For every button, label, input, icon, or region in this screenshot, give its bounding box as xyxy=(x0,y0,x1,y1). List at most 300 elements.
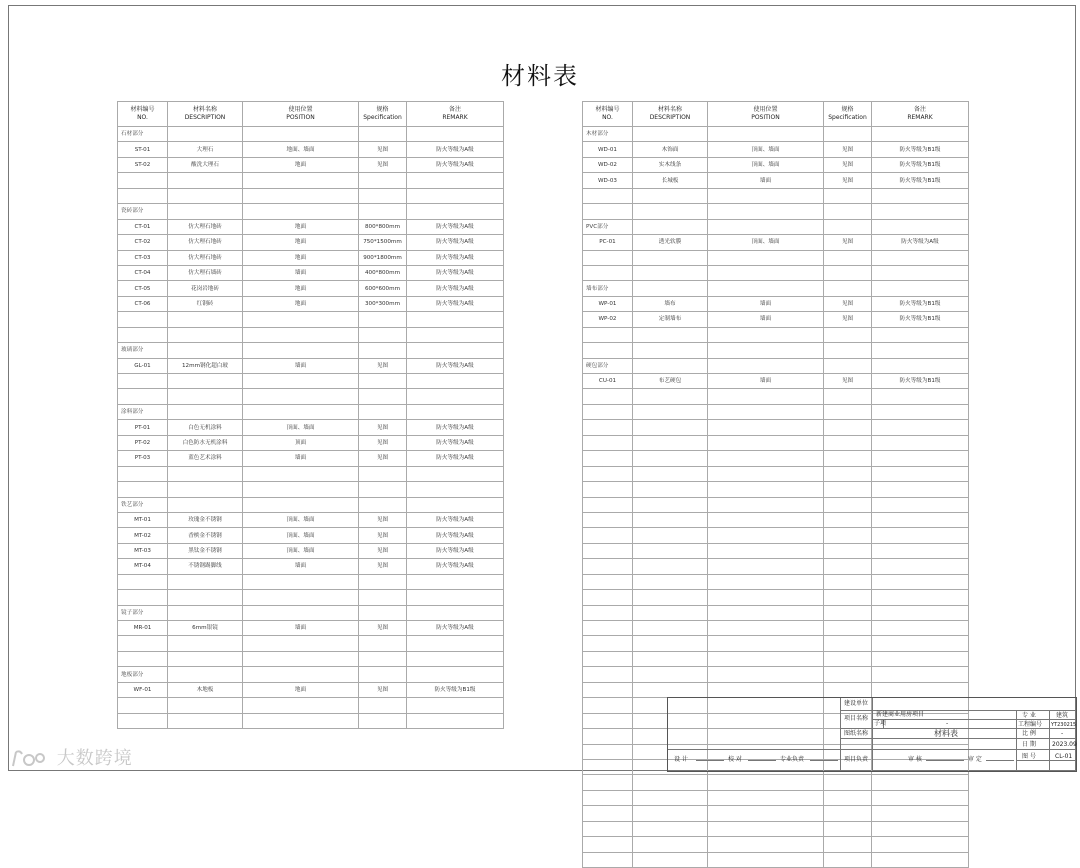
watermark-text: 大数跨境 xyxy=(56,748,133,769)
cell xyxy=(168,127,243,142)
watermark xyxy=(10,744,133,770)
proj-no-value: YT230215 xyxy=(1051,722,1077,728)
cell-name: 透光软膜 xyxy=(633,235,708,250)
empty-row xyxy=(118,466,504,481)
table-row xyxy=(118,451,504,466)
cell-remark xyxy=(872,265,969,280)
cell-name xyxy=(168,312,243,327)
cell xyxy=(407,204,504,219)
cell-remark xyxy=(407,636,504,651)
cell-code xyxy=(583,775,633,790)
cell-spec: 见图 xyxy=(824,374,872,389)
cell-remark xyxy=(872,651,969,666)
cell-code: WP-01 xyxy=(583,296,633,311)
cell-name xyxy=(633,667,708,682)
cell-position xyxy=(708,528,824,543)
cell-code xyxy=(118,374,168,389)
cell-position: 墙面 xyxy=(243,358,359,373)
section-row xyxy=(118,404,504,419)
cell-name: 不锈钢踢脚线 xyxy=(168,559,243,574)
table-row xyxy=(583,312,969,327)
cell-spec: 见图 xyxy=(824,235,872,250)
cell-name xyxy=(633,466,708,481)
cell-code xyxy=(118,188,168,203)
cell-spec: 800*800mm xyxy=(359,219,407,234)
cell-code xyxy=(583,188,633,203)
cell-spec xyxy=(824,790,872,805)
cell-code xyxy=(583,759,633,774)
cell-spec xyxy=(824,482,872,497)
cell-code: MT-02 xyxy=(118,528,168,543)
spec-lead-label: 专业负责 xyxy=(780,756,805,763)
cell-position xyxy=(708,775,824,790)
cell-name xyxy=(633,559,708,574)
cell-remark xyxy=(872,821,969,836)
cell-remark: 防火等级为B1级 xyxy=(872,296,969,311)
cell-position: 墙面 xyxy=(243,621,359,636)
cell-name xyxy=(168,374,243,389)
empty-row xyxy=(583,204,969,219)
cell-name xyxy=(633,435,708,450)
cell-code xyxy=(583,682,633,697)
cell xyxy=(708,219,824,234)
cell-code xyxy=(118,327,168,342)
cell-remark xyxy=(407,173,504,188)
cell-code: WD-03 xyxy=(583,173,633,188)
cell-code xyxy=(583,837,633,852)
cell-remark: 防火等级为A级 xyxy=(407,528,504,543)
cell-remark: 防火等级为A级 xyxy=(407,265,504,280)
cell-spec: 300*300mm xyxy=(359,296,407,311)
cell-remark xyxy=(872,188,969,203)
cell xyxy=(359,343,407,358)
cell-position xyxy=(708,559,824,574)
cell-remark xyxy=(407,389,504,404)
project-name: 新建商业用房项目 xyxy=(876,711,925,718)
cell-name: 香槟金不锈钢 xyxy=(168,528,243,543)
cell-spec xyxy=(359,651,407,666)
empty-row xyxy=(583,497,969,512)
cell-position xyxy=(708,837,824,852)
cell-name xyxy=(633,775,708,790)
title-block xyxy=(667,697,1077,772)
cell-name xyxy=(633,204,708,219)
cell-spec xyxy=(824,806,872,821)
empty-row xyxy=(583,682,969,697)
empty-row xyxy=(583,651,969,666)
cell-name: 仿大理石地砖 xyxy=(168,219,243,234)
cell-code xyxy=(583,250,633,265)
cell-name xyxy=(633,806,708,821)
cell-code: CT-06 xyxy=(118,296,168,311)
empty-row xyxy=(583,636,969,651)
cell-position xyxy=(708,327,824,342)
sub-label: 子项 xyxy=(874,720,887,727)
cell-position xyxy=(243,173,359,188)
cell-spec xyxy=(359,389,407,404)
cell-remark xyxy=(407,188,504,203)
cell-position: 墙面 xyxy=(708,173,824,188)
cell-remark xyxy=(872,837,969,852)
cell-spec xyxy=(824,343,872,358)
empty-row xyxy=(118,374,504,389)
table-row xyxy=(118,559,504,574)
cell-code: ST-02 xyxy=(118,157,168,172)
cell-code xyxy=(583,482,633,497)
cell-position xyxy=(708,188,824,203)
cell xyxy=(872,281,969,296)
owner-label: 建设单位 xyxy=(844,700,869,707)
cell-name: 蓝色艺术涂料 xyxy=(168,451,243,466)
cell-position xyxy=(243,312,359,327)
cell-name: 木饰面 xyxy=(633,142,708,157)
cell-code: MT-03 xyxy=(118,543,168,558)
cell-spec xyxy=(359,574,407,589)
cell-name xyxy=(633,543,708,558)
cell-code xyxy=(583,204,633,219)
cell-name: 黑钛金不锈钢 xyxy=(168,543,243,558)
cell xyxy=(407,127,504,142)
empty-row xyxy=(583,667,969,682)
approve-label: 审 定 xyxy=(968,756,982,763)
cell-name: 长城板 xyxy=(633,173,708,188)
cell xyxy=(243,127,359,142)
cell-position: 顶面、墙面 xyxy=(243,512,359,527)
cell-position xyxy=(708,250,824,265)
cell-spec xyxy=(824,682,872,697)
cell-spec xyxy=(824,667,872,682)
cell-spec xyxy=(824,204,872,219)
cell-remark: 防火等级为A级 xyxy=(407,621,504,636)
cell-code xyxy=(583,404,633,419)
cell-remark xyxy=(407,374,504,389)
header-spec: 规格 Specification xyxy=(359,102,407,127)
cell-name xyxy=(633,621,708,636)
cell-name: 仿大理石墙砖 xyxy=(168,265,243,280)
cell xyxy=(708,281,824,296)
cell-name: 仿大理石地砖 xyxy=(168,235,243,250)
cell-position xyxy=(243,636,359,651)
cell-position: 地面、墙面 xyxy=(243,142,359,157)
cell xyxy=(824,219,872,234)
cell-spec: 见图 xyxy=(359,451,407,466)
empty-row xyxy=(583,482,969,497)
cell-remark: 防火等级为A级 xyxy=(407,543,504,558)
cell-code xyxy=(583,821,633,836)
cell-position xyxy=(708,204,824,219)
cell-remark xyxy=(407,698,504,713)
cell xyxy=(243,343,359,358)
cell-position xyxy=(708,420,824,435)
cell-position: 地面 xyxy=(243,157,359,172)
cell-name xyxy=(633,512,708,527)
empty-row xyxy=(583,852,969,867)
table-row xyxy=(118,543,504,558)
cell-code xyxy=(583,713,633,728)
empty-row xyxy=(118,713,504,728)
cell-code xyxy=(583,806,633,821)
cell-position xyxy=(243,389,359,404)
cell-name xyxy=(633,651,708,666)
cell xyxy=(243,404,359,419)
cell-spec xyxy=(824,543,872,558)
scale-label: 比 例 xyxy=(1022,730,1036,737)
cell-spec: 见图 xyxy=(824,142,872,157)
table-row xyxy=(118,235,504,250)
cell-spec xyxy=(824,512,872,527)
cell-name: 酸洗大理石 xyxy=(168,157,243,172)
cell-remark: 防火等级为A级 xyxy=(407,281,504,296)
cell-code xyxy=(583,590,633,605)
cell-name xyxy=(168,173,243,188)
cell-name xyxy=(168,188,243,203)
cell xyxy=(359,605,407,620)
cell xyxy=(168,497,243,512)
cell-name xyxy=(633,605,708,620)
empty-row xyxy=(583,590,969,605)
cell-name xyxy=(633,590,708,605)
cell-remark xyxy=(872,806,969,821)
cell-spec: 见图 xyxy=(359,621,407,636)
cell-remark: 防火等级为B1级 xyxy=(872,157,969,172)
cell-code: ST-01 xyxy=(118,142,168,157)
cell xyxy=(168,204,243,219)
section-label: 瓷砖部分 xyxy=(118,204,168,219)
cell-code: WF-01 xyxy=(118,682,168,697)
cell-name xyxy=(633,250,708,265)
cell-remark xyxy=(407,574,504,589)
empty-row xyxy=(583,389,969,404)
cell-code xyxy=(583,327,633,342)
cell-spec xyxy=(824,420,872,435)
material-table-left xyxy=(117,101,504,729)
cell-code xyxy=(583,512,633,527)
cell-name: 墙布 xyxy=(633,296,708,311)
empty-row xyxy=(583,605,969,620)
project-label: 项目名称 xyxy=(844,715,869,722)
cell-position xyxy=(708,435,824,450)
cell-spec xyxy=(824,559,872,574)
cell-code xyxy=(118,482,168,497)
cell xyxy=(407,605,504,620)
cell-remark xyxy=(872,775,969,790)
cell-spec xyxy=(824,636,872,651)
cell-code xyxy=(583,497,633,512)
cell-name: 布艺硬包 xyxy=(633,374,708,389)
cell-remark: 防火等级为B1级 xyxy=(407,682,504,697)
empty-row xyxy=(583,466,969,481)
cell-position xyxy=(708,651,824,666)
cell xyxy=(243,497,359,512)
cell-name xyxy=(168,466,243,481)
proj-lead-label: 项目负责 xyxy=(844,756,869,763)
header-code: 材料编号 NO. xyxy=(118,102,168,127)
cell-code: GL-01 xyxy=(118,358,168,373)
cell-name xyxy=(633,528,708,543)
cell-spec xyxy=(824,250,872,265)
cell-position xyxy=(243,698,359,713)
cell-remark xyxy=(407,590,504,605)
section-row xyxy=(583,281,969,296)
cell-remark xyxy=(872,404,969,419)
cell-position xyxy=(708,682,824,697)
cell-remark: 防火等级为B1级 xyxy=(872,142,969,157)
empty-row xyxy=(118,188,504,203)
cell-code xyxy=(118,651,168,666)
cell-remark: 防火等级为A级 xyxy=(407,512,504,527)
empty-row xyxy=(583,420,969,435)
cell-code: WP-02 xyxy=(583,312,633,327)
cell-spec: 见图 xyxy=(359,358,407,373)
cell-remark xyxy=(872,852,969,867)
cell-remark xyxy=(872,574,969,589)
cell-remark xyxy=(872,559,969,574)
empty-row xyxy=(118,482,504,497)
cell-code: CT-03 xyxy=(118,250,168,265)
section-label: 镜子部分 xyxy=(118,605,168,620)
cell-remark xyxy=(407,713,504,728)
section-label: 玻璃部分 xyxy=(118,343,168,358)
table-row xyxy=(118,250,504,265)
cell-name xyxy=(633,497,708,512)
cell-name: 定制墙布 xyxy=(633,312,708,327)
cell-code: PT-03 xyxy=(118,451,168,466)
cell-position: 墙面 xyxy=(708,374,824,389)
cell-remark xyxy=(872,451,969,466)
empty-row xyxy=(583,265,969,280)
cell-position: 顶面、墙面 xyxy=(708,157,824,172)
table-row xyxy=(118,157,504,172)
cell xyxy=(872,127,969,142)
table-row xyxy=(118,420,504,435)
cell-remark xyxy=(872,667,969,682)
table-row xyxy=(118,621,504,636)
cell-remark: 防火等级为B1级 xyxy=(872,173,969,188)
cell-position: 墙面 xyxy=(243,265,359,280)
header-position: 使用位置 POSITION xyxy=(708,102,824,127)
cell-position xyxy=(708,451,824,466)
cell-spec: 900*1800mm xyxy=(359,250,407,265)
empty-row xyxy=(118,698,504,713)
table-row xyxy=(118,281,504,296)
cell-position xyxy=(708,512,824,527)
cell-spec: 600*600mm xyxy=(359,281,407,296)
cell xyxy=(243,667,359,682)
table-row xyxy=(118,142,504,157)
empty-row xyxy=(583,512,969,527)
cell-position xyxy=(708,852,824,867)
cell-code xyxy=(583,420,633,435)
date-label: 日 期 xyxy=(1022,741,1036,748)
table-row xyxy=(118,219,504,234)
cell-code xyxy=(583,636,633,651)
empty-row xyxy=(118,651,504,666)
cell-remark xyxy=(872,482,969,497)
cell-position: 顶面、墙面 xyxy=(708,142,824,157)
cell-remark: 防火等级为A级 xyxy=(407,219,504,234)
cell xyxy=(168,605,243,620)
cell-remark xyxy=(872,204,969,219)
cell-code xyxy=(583,435,633,450)
drawing-name: 材料表 xyxy=(934,729,958,738)
cell-spec xyxy=(359,312,407,327)
section-label: 地板部分 xyxy=(118,667,168,682)
cell-code: CU-01 xyxy=(583,374,633,389)
cell-spec xyxy=(359,698,407,713)
cell-spec xyxy=(824,466,872,481)
cell-remark xyxy=(872,343,969,358)
cell-code xyxy=(118,312,168,327)
empty-row xyxy=(583,188,969,203)
cell-code xyxy=(583,451,633,466)
cell-spec xyxy=(824,188,872,203)
cell-position xyxy=(243,188,359,203)
cell-remark: 防火等级为A级 xyxy=(407,451,504,466)
cell-code xyxy=(118,389,168,404)
cell-code xyxy=(118,173,168,188)
cell-remark: 防火等级为B1级 xyxy=(872,374,969,389)
cell-remark: 防火等级为A级 xyxy=(407,435,504,450)
cell-position xyxy=(708,790,824,805)
cell xyxy=(407,404,504,419)
cell xyxy=(407,667,504,682)
cell-spec xyxy=(824,497,872,512)
cell-name xyxy=(633,821,708,836)
table-row xyxy=(583,173,969,188)
cell-name xyxy=(168,482,243,497)
cell-remark xyxy=(407,651,504,666)
cell-position xyxy=(243,590,359,605)
cell xyxy=(168,404,243,419)
cell-name xyxy=(633,852,708,867)
cell-spec xyxy=(824,451,872,466)
section-row xyxy=(118,204,504,219)
cell-position xyxy=(708,404,824,419)
cell-position xyxy=(708,482,824,497)
section-label: 硬包部分 xyxy=(583,358,633,373)
empty-row xyxy=(583,404,969,419)
major-value: 建筑 xyxy=(1056,712,1069,719)
cell-remark xyxy=(407,327,504,342)
cell-remark xyxy=(407,466,504,481)
cell-position xyxy=(708,636,824,651)
empty-row xyxy=(583,528,969,543)
cell-name xyxy=(633,682,708,697)
cell-spec xyxy=(359,327,407,342)
header-position: 使用位置 POSITION xyxy=(243,102,359,127)
cell-name xyxy=(168,713,243,728)
cell-remark: 防火等级为A级 xyxy=(407,235,504,250)
cell xyxy=(633,281,708,296)
table-row xyxy=(118,265,504,280)
cell-name: 仿大理石地砖 xyxy=(168,250,243,265)
cell-remark xyxy=(872,682,969,697)
cell-name xyxy=(633,343,708,358)
sheet-label: 图 号 xyxy=(1022,753,1036,760)
cell-spec: 见图 xyxy=(359,435,407,450)
cell-position xyxy=(708,590,824,605)
empty-row xyxy=(583,543,969,558)
cell-remark xyxy=(872,466,969,481)
cell-code xyxy=(583,605,633,620)
cell-position xyxy=(708,667,824,682)
cell-remark xyxy=(872,636,969,651)
cell-remark xyxy=(407,482,504,497)
header-name: 材料名称 DESCRIPTION xyxy=(633,102,708,127)
empty-row xyxy=(583,559,969,574)
cell-name: 红钢砖 xyxy=(168,296,243,311)
cell-code xyxy=(118,590,168,605)
